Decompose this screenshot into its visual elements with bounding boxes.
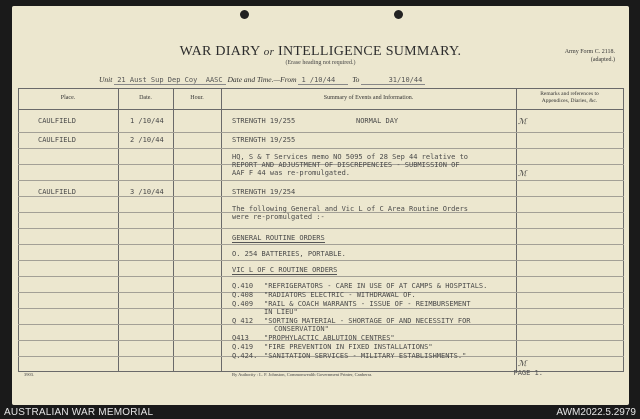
row-rule <box>18 244 624 245</box>
order-line: "SORTING MATERIAL - SHORTAGE OF AND NECESSITY FOR <box>264 317 471 325</box>
title-rest: INTELLIGENCE SUMMARY. <box>277 44 462 59</box>
summary-line: REPORT AND ADJUSTMENT OF DISCREPENCIES - SUBMISSION OF <box>232 161 460 169</box>
title-main: WAR DIARY <box>179 44 260 59</box>
row-rule <box>18 196 624 197</box>
order-line: O. 254 BATTERIES, PORTABLE. <box>232 250 346 258</box>
to-label: To <box>352 75 360 84</box>
header-rule <box>18 109 624 110</box>
to-date: 31/10/44 <box>361 76 425 85</box>
title-or: or <box>263 46 275 58</box>
form-adapted: (adapted.) <box>590 57 615 63</box>
unit-value-text: 21 Aust Sup Dep Coy <box>117 76 198 84</box>
date-cell: 1 /10/44 <box>130 117 164 125</box>
war-diary-sheet <box>12 6 629 405</box>
order-number: Q413 <box>232 334 249 342</box>
order-line: "RADIATORS ELECTRIC - WITHDRAWAL OF. <box>264 291 416 299</box>
archive-caption: AUSTRALIAN WAR MEMORIAL <box>4 407 154 418</box>
row-rule <box>18 276 624 277</box>
row-rule <box>18 148 624 149</box>
header-date: Date. <box>139 95 152 101</box>
row-rule <box>18 308 624 309</box>
order-number: Q 412 <box>232 317 254 325</box>
row-rule <box>18 260 624 261</box>
row-rule <box>18 228 624 229</box>
order-line: "PROPHYLACTIC ABLUTION CENTRES" <box>264 334 395 342</box>
header-remarks-1: Remarks and references to <box>540 91 599 97</box>
form-title <box>12 44 629 60</box>
from-date: 1 /10/44 <box>298 76 348 85</box>
summary-line: HQ, S & T Services memo NO 5095 of 28 Sep 44 relative to <box>232 153 469 161</box>
summary-line: The following General and Vic L of C Area Routine Orders <box>232 205 469 213</box>
section-heading: GENERAL ROUTINE ORDERS <box>232 234 325 242</box>
header-place: Place. <box>60 95 76 101</box>
order-number: Q.408 <box>232 291 254 299</box>
order-number: Q.409 <box>232 300 254 308</box>
row-rule <box>18 180 624 181</box>
header-remarks <box>516 91 623 105</box>
order-line: "RAIL & COACH WARRANTS - ISSUE OF - REIMBURSEMENT <box>264 300 471 308</box>
place-cell: CAULFIELD <box>38 136 76 144</box>
date-label: Date and Time.—From <box>227 75 297 84</box>
initials-mark: ℳ <box>518 359 527 368</box>
army-form-number <box>565 48 615 64</box>
summary-line: AAF F 44 was re-promulgated. <box>232 169 351 177</box>
unit-value <box>114 76 225 85</box>
diary-table <box>18 88 624 372</box>
summary-line: were re-promulgated :- <box>232 213 325 221</box>
footer-authority: By Authority : L. F. Johnston, Commonwealth Government Printer, Canberra. <box>232 372 373 377</box>
footer-code: 3903. <box>24 372 35 377</box>
date-cell: 3 /10/44 <box>130 188 164 196</box>
order-number: Q.424. <box>232 352 258 360</box>
strength-entry: STRENGTH 19/255 <box>232 136 296 144</box>
page-number: PAGE 1. <box>513 369 543 377</box>
order-line: "REFRIGERATORS - CARE IN USE OF AT CAMPS & HOSPITALS. <box>264 282 488 290</box>
initials-mark: ℳ <box>518 169 527 178</box>
unit-line <box>99 75 425 85</box>
order-number: Q.419 <box>232 343 254 351</box>
header-remarks-2: Appendices, Diaries, &c. <box>541 98 598 104</box>
place-cell: CAULFIELD <box>38 117 76 125</box>
strength-entry: STRENGTH 19/254 <box>232 188 296 196</box>
header-hour: Hour. <box>190 95 204 101</box>
date-cell: 2 /10/44 <box>130 136 164 144</box>
section-heading: VIC L OF C ROUTINE ORDERS <box>232 266 338 274</box>
normal-day-entry: NORMAL DAY <box>356 117 399 125</box>
form-no: Army Form C. 2118. <box>564 49 615 55</box>
archive-reference: AWM2022.5.2979 <box>556 407 636 418</box>
place-cell: CAULFIELD <box>38 188 76 196</box>
punch-hole-right <box>394 10 403 19</box>
order-line: IN LIEU" <box>264 308 298 316</box>
initials-mark: ℳ <box>518 117 527 126</box>
unit-label: Unit <box>99 75 113 84</box>
unit-suffix: AASC <box>205 76 223 84</box>
row-rule <box>18 132 624 133</box>
strength-entry: STRENGTH 19/255 <box>232 117 296 125</box>
header-summary: Summary of Events and Information. <box>323 95 414 101</box>
order-line: "SANITATION SERVICES - MILITARY ESTABLISHMENTS." <box>264 352 467 360</box>
order-line: CONSERVATION" <box>274 325 329 333</box>
order-line: "FIRE PREVENTION IN FIXED INSTALLATIONS" <box>264 343 433 351</box>
punch-hole-left <box>240 10 249 19</box>
form-subtitle: (Erase heading not required.) <box>285 60 356 66</box>
order-number: Q.410 <box>232 282 254 290</box>
